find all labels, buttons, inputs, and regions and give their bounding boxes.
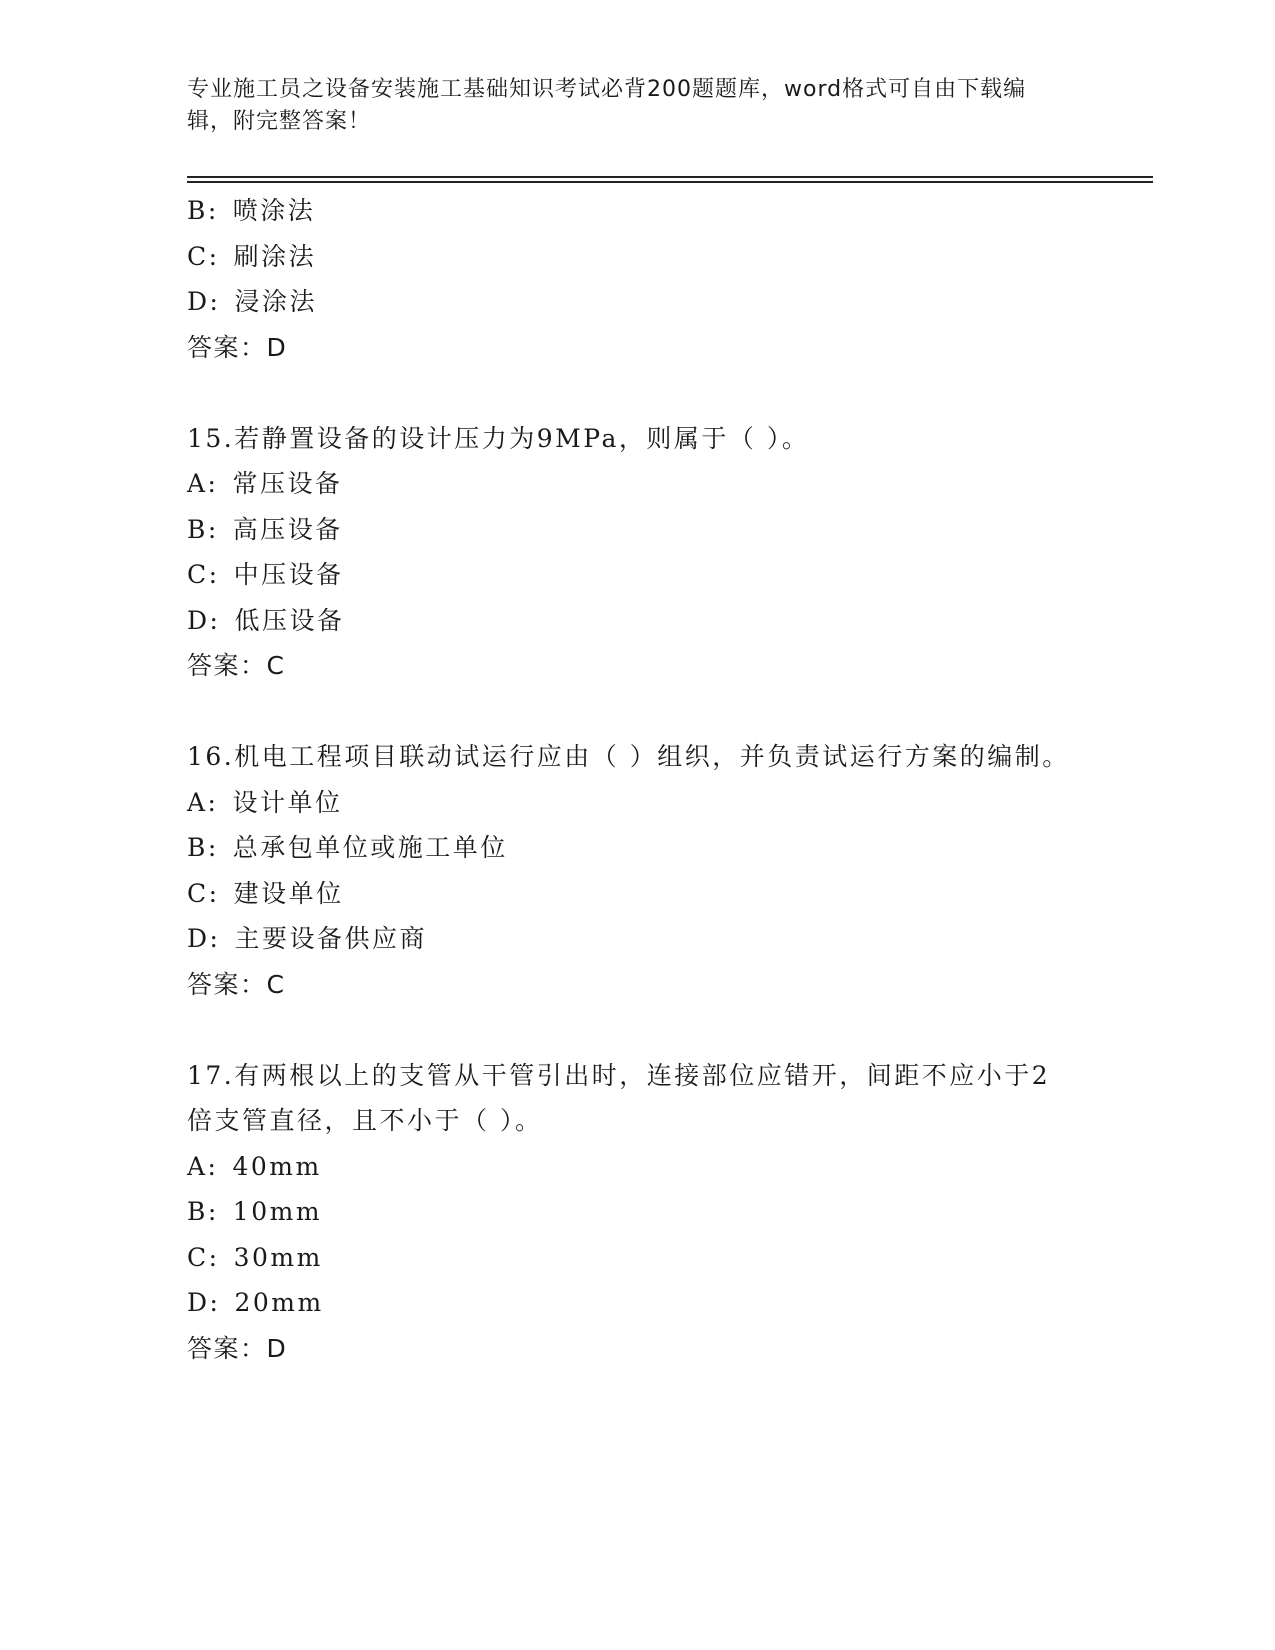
option-label: D: — [187, 924, 221, 953]
option-line — [187, 871, 1077, 917]
option-label: D: — [187, 605, 221, 635]
question-body: 有两根以上的支管从干管引出时，连接部位应错开，间距不应小于2倍支管直径，且不小于（ ）。 — [187, 1060, 1051, 1135]
question-body: 机电工程项目联动试运行应由（ ）组织，并负责试运行方案的编制。 — [234, 742, 1070, 771]
header-rule-top — [187, 176, 1153, 178]
option-line — [187, 188, 1077, 234]
question-text — [187, 1053, 1077, 1144]
option-label: B: — [187, 514, 219, 544]
option-text: 喷涂法 — [232, 196, 316, 225]
answer-line: 答案：C — [187, 969, 286, 999]
option-text: 浸涂法 — [234, 287, 317, 316]
option-text: 低压设备 — [234, 605, 345, 635]
option-text: 40mm — [232, 1151, 322, 1181]
option-label: D: — [187, 1288, 221, 1317]
option-text: 20mm — [234, 1288, 324, 1317]
answer-line: 答案：D — [187, 1333, 288, 1363]
option-line — [187, 1235, 1077, 1281]
option-label: A: — [187, 787, 219, 817]
question-number: 17. — [187, 1060, 235, 1090]
option-text: 主要设备供应商 — [234, 924, 427, 953]
option-label: B: — [187, 196, 219, 225]
option-text: 建设单位 — [233, 878, 344, 908]
question-body: 若静置设备的设计压力为9MPa，则属于（ ）。 — [234, 423, 810, 453]
answer-line: 答案：D — [187, 332, 288, 362]
question-block — [187, 416, 1077, 689]
option-line — [187, 507, 1077, 553]
option-line — [187, 1189, 1077, 1235]
document-header: 专业施工员之设备安装施工基础知识考试必背200题题库，word格式可自由下载编辑，附完整答案！ — [187, 77, 1027, 134]
option-text: 总承包单位或施工单位 — [232, 833, 508, 862]
question-text — [187, 416, 1077, 462]
option-line — [187, 461, 1077, 507]
question-number: 15. — [187, 423, 235, 453]
option-text: 刷涂法 — [233, 241, 317, 271]
question-block — [187, 1053, 1077, 1372]
question-text — [187, 734, 1077, 780]
option-label: B: — [187, 1197, 219, 1226]
option-label: A: — [187, 1151, 219, 1181]
option-line — [187, 1144, 1077, 1190]
option-text: 常压设备 — [232, 469, 343, 498]
option-line — [187, 825, 1077, 871]
option-line — [187, 916, 1077, 962]
option-line — [187, 552, 1077, 598]
question-list — [187, 188, 1077, 1371]
spacer — [187, 1007, 1077, 1053]
option-text: 30mm — [233, 1242, 323, 1272]
option-text: 高压设备 — [232, 514, 343, 544]
option-line — [187, 598, 1077, 644]
option-label: D: — [187, 287, 221, 316]
option-line — [187, 279, 1077, 325]
option-line — [187, 1280, 1077, 1326]
spacer — [187, 370, 1077, 416]
question-block — [187, 188, 1077, 370]
option-label: C: — [187, 878, 220, 908]
spacer — [187, 689, 1077, 735]
answer-line: 答案：C — [187, 651, 286, 680]
option-label: A: — [187, 469, 219, 498]
option-text: 10mm — [232, 1197, 323, 1226]
option-text: 设计单位 — [232, 787, 343, 817]
option-label: C: — [187, 241, 220, 271]
question-number: 16. — [187, 742, 235, 771]
option-line — [187, 234, 1077, 280]
option-line — [187, 780, 1077, 826]
option-label: B: — [187, 833, 219, 862]
question-block — [187, 734, 1077, 1007]
option-label: C: — [187, 560, 220, 589]
option-label: C: — [187, 1242, 220, 1272]
option-text: 中压设备 — [233, 560, 344, 589]
header-rule-bottom — [187, 181, 1153, 183]
